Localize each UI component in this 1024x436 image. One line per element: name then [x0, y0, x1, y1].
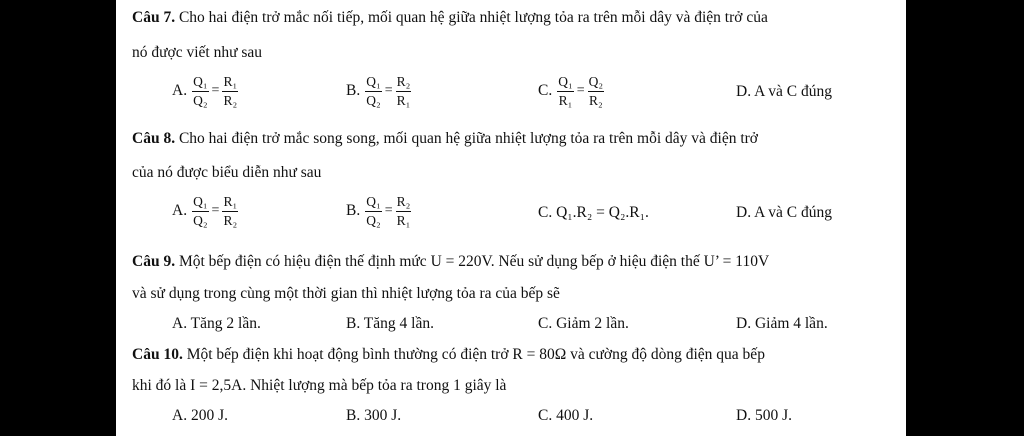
fraction-right [396, 75, 412, 107]
denominator: R₁ [396, 92, 411, 108]
q10-line-1 [132, 346, 896, 364]
q8-text-1: Cho hai điện trở mắc song song, mối quan hệ giữa nhiệt lượng tỏa ra trên mỗi dây và điện trở [175, 130, 758, 147]
denominator: Q₂ [366, 212, 381, 228]
q8-number: Câu 8. [132, 130, 176, 147]
q9-option-c: C. Giảm 2 lần. [538, 315, 629, 332]
numerator: Q₁ [365, 195, 381, 212]
q8-option-a [172, 195, 239, 227]
q9-text-1: Một bếp điện có hiệu điện thế định mức U = 220V. Nếu sử dụng bếp ở hiệu điện thế U’ = 110V [175, 253, 770, 270]
q7-text-1: Cho hai điện trở mắc nối tiếp, mối quan hệ giữa nhiệt lượng tỏa ra trên mỗi dây và điện trở của [175, 9, 768, 26]
option-label: A. [172, 202, 188, 219]
q9-option-d: D. Giảm 4 lần. [736, 315, 828, 332]
numerator: Q₂ [588, 75, 604, 92]
fraction-right [222, 75, 238, 107]
q9-text-2: và sử dụng trong cùng một thời gian thì nhiệt lượng tỏa ra của bếp sẽ [132, 285, 560, 302]
q7-text-2: nó được viết như sau [132, 44, 263, 61]
option-label: B. [346, 82, 361, 99]
q8-text-2: của nó được biểu diễn như sau [132, 164, 322, 181]
denominator: Q₂ [193, 212, 208, 228]
numerator: R₂ [396, 195, 412, 212]
denominator: R₂ [588, 92, 603, 108]
q7-number: Câu 7. [132, 9, 176, 26]
numerator: Q₁ [192, 195, 208, 212]
fraction-left [192, 75, 208, 107]
equals-sign: = [384, 83, 393, 98]
q8-option-c: C. Q₁.R₂ = Q₂.R₁. [538, 204, 649, 221]
q7-option-d: D. A và C đúng [736, 83, 833, 100]
q7-option-b [346, 75, 412, 107]
fraction-left [192, 195, 208, 227]
option-label: B. [346, 202, 361, 219]
denominator: R₁ [558, 92, 573, 108]
denominator: Q₂ [193, 92, 208, 108]
numerator: R₂ [396, 75, 412, 92]
equals-sign: = [211, 203, 220, 218]
fraction-left [365, 75, 381, 107]
q9-number: Câu 9. [132, 253, 176, 270]
q10-number: Câu 10. [132, 346, 183, 363]
fraction-right [588, 75, 604, 107]
equals-sign: = [211, 83, 220, 98]
q9-line-1 [132, 253, 896, 271]
q10-text-1: Một bếp điện khi hoạt động bình thường có điện trở R = 80Ω và cường độ dòng điện qua bếp [182, 346, 765, 363]
numerator: Q₁ [365, 75, 381, 92]
numerator: Q₁ [557, 75, 573, 92]
denominator: Q₂ [366, 92, 381, 108]
q9-option-b: B. Tăng 4 lần. [346, 315, 434, 332]
q9-option-a: A. Tăng 2 lần. [172, 315, 261, 332]
denominator: R₁ [396, 212, 411, 228]
q10-option-b: B. 300 J. [346, 407, 402, 424]
q7-line-1 [132, 9, 896, 27]
q10-option-d: D. 500 J. [736, 407, 792, 424]
equals-sign: = [576, 83, 585, 98]
document-page [116, 0, 906, 436]
q7-option-c [538, 75, 605, 107]
equals-sign: = [384, 203, 393, 218]
q8-line-1 [132, 130, 896, 148]
fraction-left [557, 75, 573, 107]
denominator: R₂ [223, 212, 238, 228]
option-label: A. [172, 82, 188, 99]
q10-option-c: C. 400 J. [538, 407, 594, 424]
q7-option-a [172, 75, 239, 107]
q10-text-2: khi đó là I = 2,5A. Nhiệt lượng mà bếp tỏa ra trong 1 giây là [132, 377, 507, 394]
numerator: R₁ [222, 195, 238, 212]
numerator: R₁ [222, 75, 238, 92]
numerator: Q₁ [192, 75, 208, 92]
denominator: R₂ [223, 92, 238, 108]
fraction-left [365, 195, 381, 227]
q8-option-d: D. A và C đúng [736, 204, 833, 221]
fraction-right [222, 195, 238, 227]
q8-option-b [346, 195, 412, 227]
option-label: C. [538, 82, 553, 99]
q10-option-a: A. 200 J. [172, 407, 228, 424]
fraction-right [396, 195, 412, 227]
